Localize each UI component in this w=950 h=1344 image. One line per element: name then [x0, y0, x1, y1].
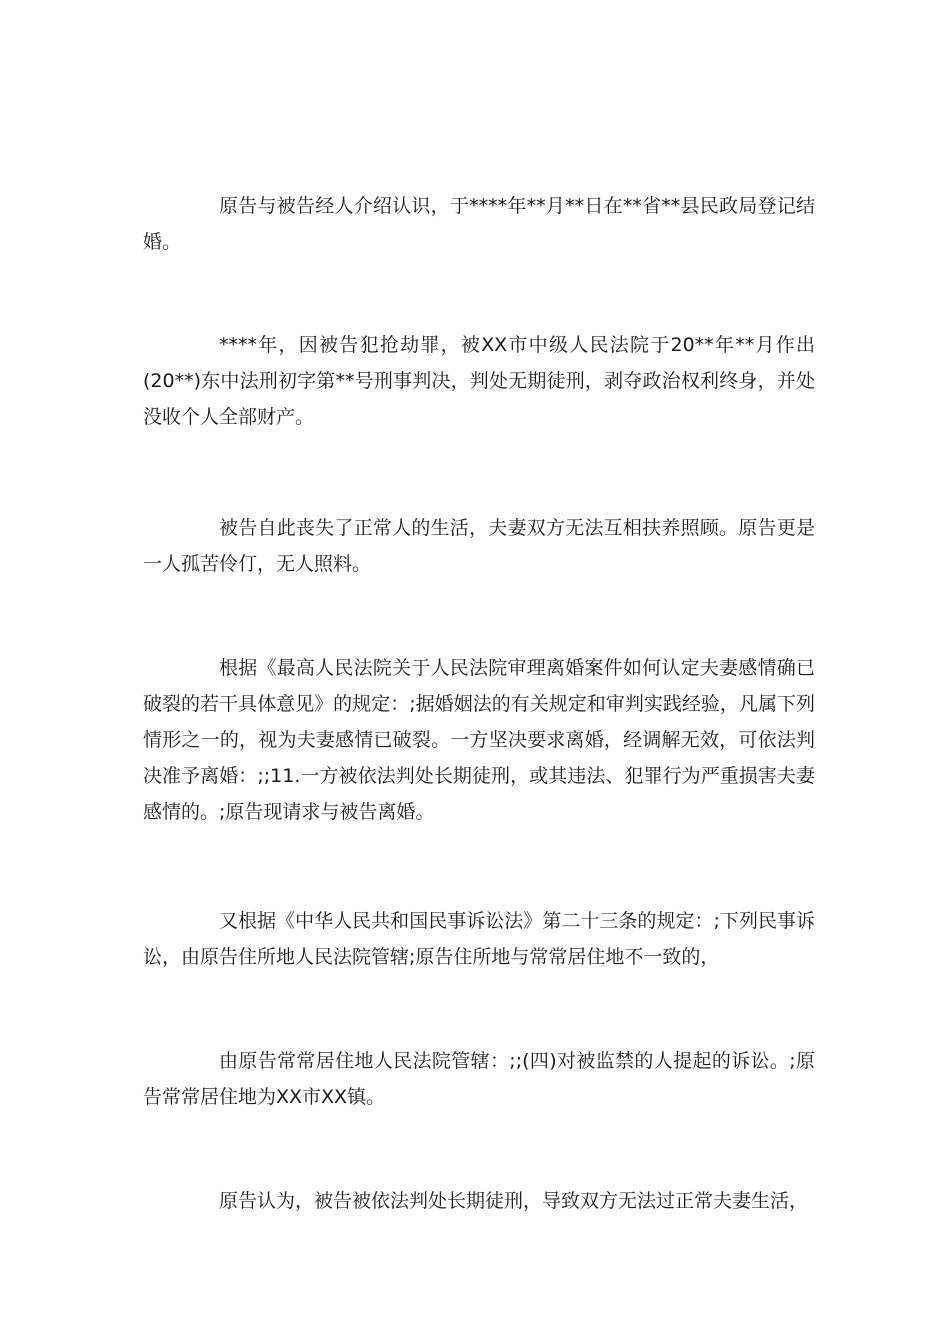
- paragraph-civil-procedure-law: 又根据《中华人民共和国民事诉讼法》第二十三条的规定：;下列民事诉讼，由原告住所地人民法院管辖;原告住所地与常常居住地不一致的，: [143, 910, 815, 968]
- paragraph-plaintiff-opinion: 原告认为，被告被依法判处长期徒刑，导致双方无法过正常夫妻生活，: [219, 1190, 809, 1212]
- paragraph-loss-of-normal-life: 被告自此丧失了正常人的生活，夫妻双方无法互相扶养照顾。原告更是一人孤苦伶仃，无人照料。: [143, 517, 815, 575]
- paragraph-criminal-judgment: ****年，因被告犯抢劫罪，被XX市中级人民法院于20**年**月作出(20**)东中法刑初字第**号刑事判决，判处无期徒刑，剥夺政治权利终身，并处没收个人全部财产。: [143, 334, 815, 428]
- paragraph-marriage-registration: 原告与被告经人介绍认识，于****年**月**日在**省**县民政局登记结婚。: [143, 195, 815, 253]
- paragraph-jurisdiction: 由原告常常居住地人民法院管辖：;;(四)对被监禁的人提起的诉讼。;原告常常居住地为XX市XX镇。: [143, 1050, 815, 1108]
- paragraph-supreme-court-opinion: 根据《最高人民法院关于人民法院审理离婚案件如何认定夫妻感情确已破裂的若干具体意见》的规定：;据婚姻法的有关规定和审判实践经验，凡属下列情形之一的，视为夫妻感情已破裂。一方坚决要求离婚，经调解无效，可依法判决准予离婚：;;11.一方被依法判处长期徒刑，或其违法、犯罪行为严重损害夫妻感情的。;原告现请求与被告离婚。: [143, 657, 815, 823]
